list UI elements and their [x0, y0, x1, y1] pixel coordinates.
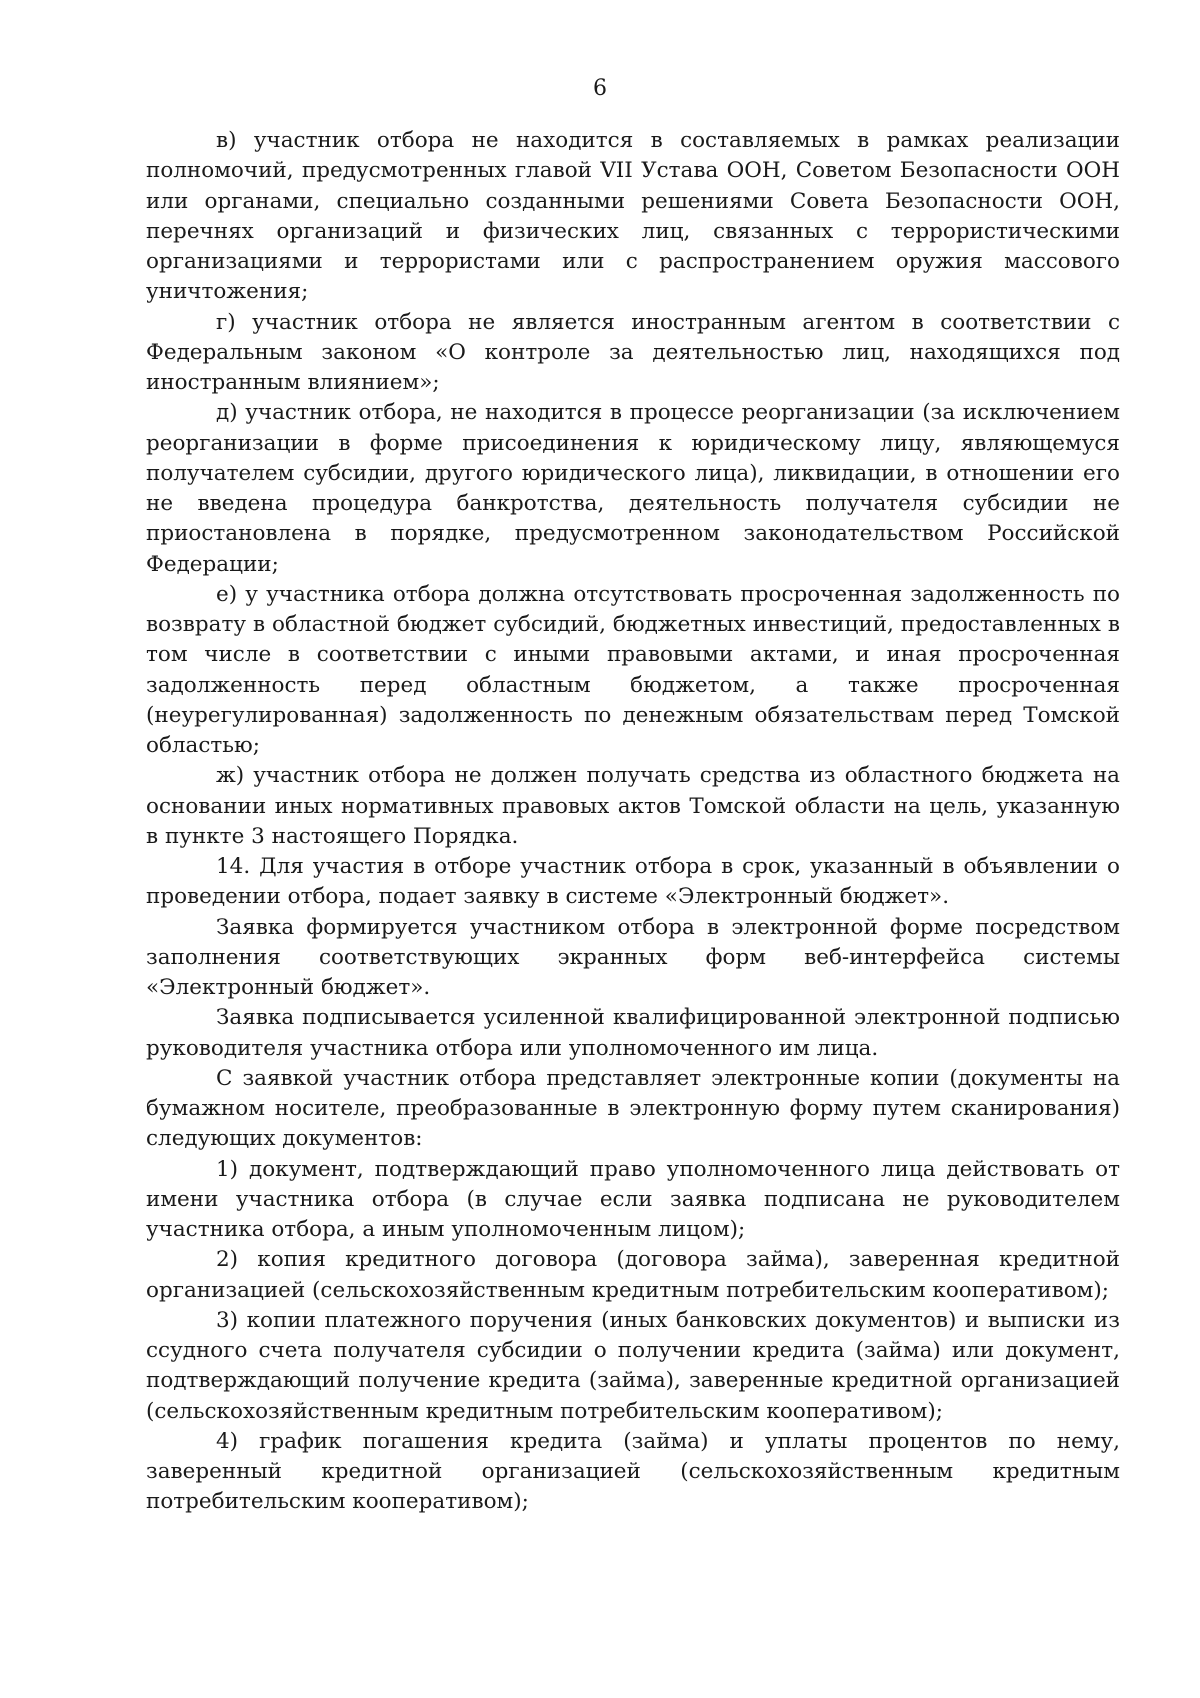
paragraph-document-1: 1) документ, подтверждающий право уполномоченного лица действовать от имени участника отбора (в случае если заявка подписана не руководителем участника отбора, а иным уполномоченным лицом); [146, 1156, 1120, 1242]
document-body [146, 126, 1120, 1518]
paragraph-application-form: Заявка формируется участником отбора в электронной форме посредством заполнения соответствующих экранных форм веб-интерфейса системы «Электронный бюджет». [146, 914, 1120, 1000]
paragraph-document-2: 2) копия кредитного договора (договора займа), заверенная кредитной организацией (сельскохозяйственным кредитным потребительским кооперативом); [146, 1247, 1120, 1303]
paragraph-item-d: д) участник отбора, не находится в процессе реорганизации (за исключением реорганизации в форме присоединения к юридическому лицу, являющемуся получателем субсидии, другого юридического лица), ликвидации, в отношении его не введена процедура банкротства, деятельность получателя субсидии не приостановлена в порядке, предусмотренном законодательством Российской Федерации; [146, 400, 1120, 577]
paragraph-document-4: 4) график погашения кредита (займа) и уплаты процентов по нему, заверенный кредитной организацией (сельскохозяйственным кредитным потребительским кооперативом); [146, 1428, 1120, 1515]
page-number: 6 [593, 76, 607, 101]
paragraph-application-signature: Заявка подписывается усиленной квалифицированной электронной подписью руководителя участника отбора или уполномоченного им лица. [146, 1005, 1120, 1061]
paragraph-item-zh: ж) участник отбора не должен получать средства из областного бюджета на основании иных нормативных правовых актов Томской области на цель, указанную в пункте 3 настоящего Порядка. [146, 763, 1120, 849]
paragraph-document-3: 3) копии платежного поручения (иных банковских документов) и выписки из ссудного счета получателя субсидии о получении кредита (займа) или документ, подтверждающий получение кредита (займа), заверенные кредитной организацией (сельскохозяйственным кредитным потребительским кооперативом); [146, 1307, 1120, 1424]
paragraph-item-g: г) участник отбора не является иностранным агентом в соответствии с Федеральным законом «О контроле за деятельностью лиц, находящихся под иностранным влиянием»; [146, 309, 1120, 395]
paragraph-clause-14: 14. Для участия в отборе участник отбора в срок, указанный в объявлении о проведении отбора, подает заявку в системе «Электронный бюджет». [146, 854, 1120, 910]
paragraph-item-v: в) участник отбора не находится в составляемых в рамках реализации полномочий, предусмотренных главой VII Устава ООН, Советом Безопасности ООН или органами, специально созданными решениями Совета Безопасности ООН, перечнях организаций и физических лиц, связанных с террористическими организациями и террористами или с распространением оружия массового уничтожения; [146, 128, 1120, 305]
paragraph-item-e: е) у участника отбора должна отсутствовать просроченная задолженность по возврату в областной бюджет субсидий, бюджетных инвестиций, предоставленных в том числе в соответствии с иными правовыми актами, и иная просроченная задолженность перед областным бюджетом, а также просроченная (неурегулированная) задолженность по денежным обязательствам перед Томской областью; [146, 581, 1120, 758]
paragraph-documents-intro: С заявкой участник отбора представляет электронные копии (документы на бумажном носителе, преобразованные в электронную форму путем сканирования) следующих документов: [146, 1065, 1120, 1152]
